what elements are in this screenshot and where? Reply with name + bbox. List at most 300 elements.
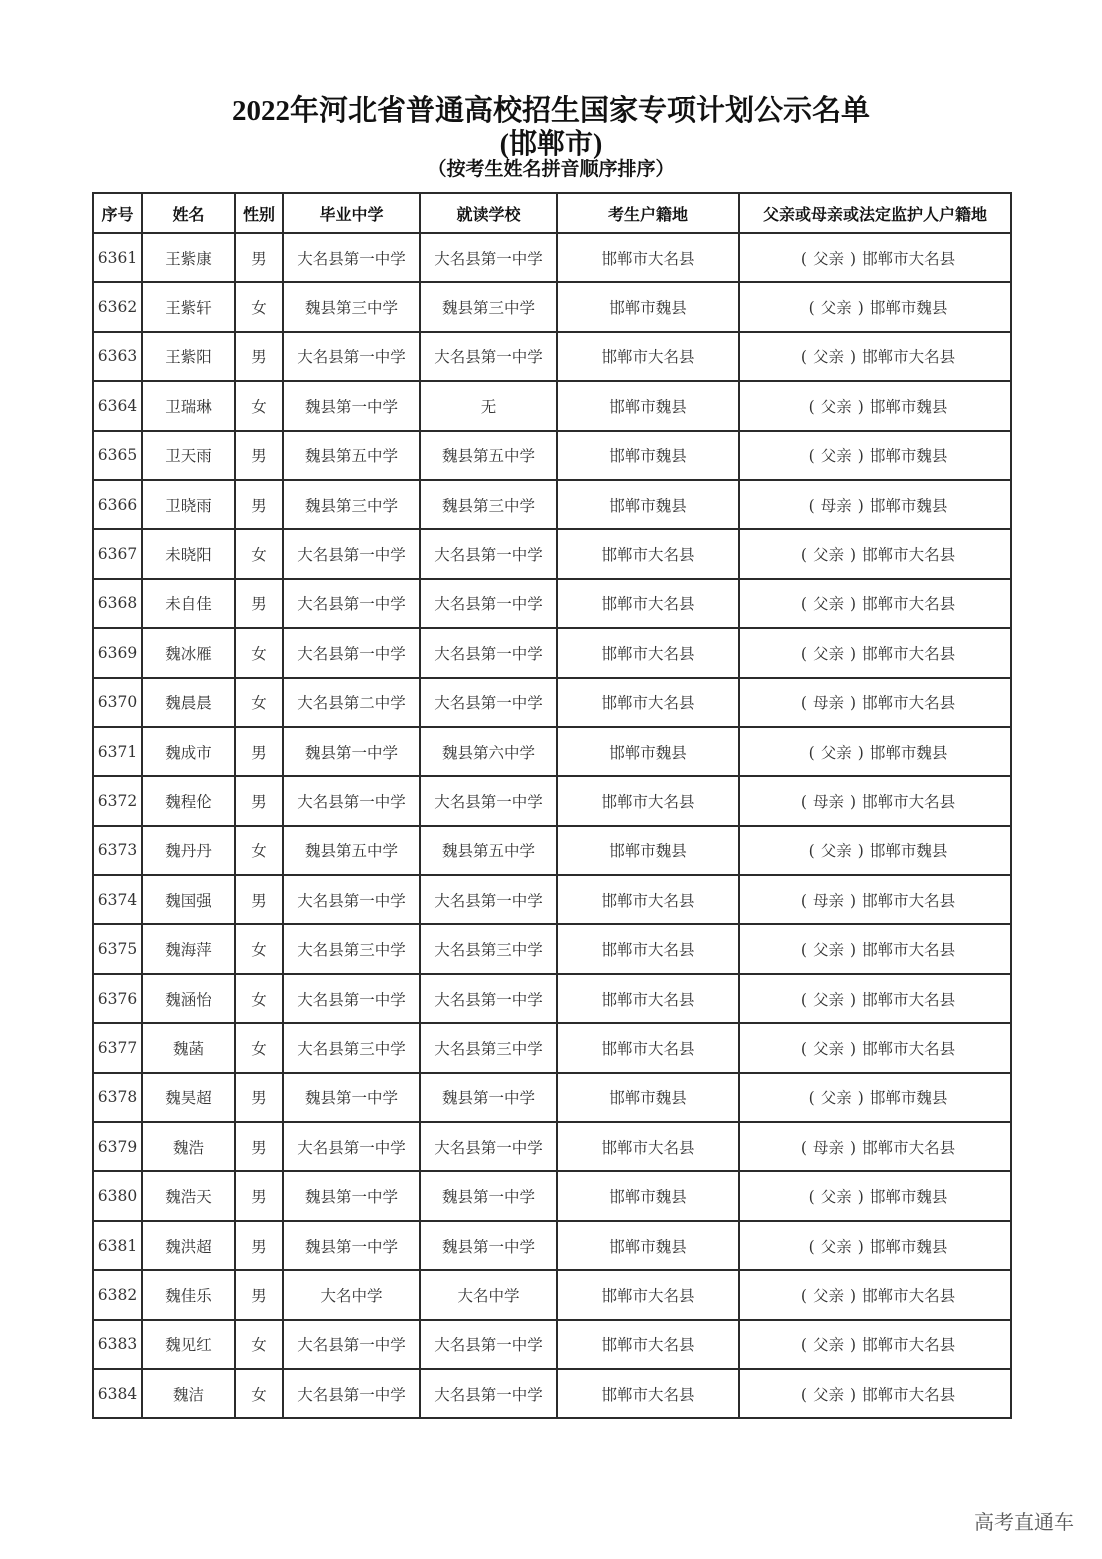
- guardian-hukou: 邯郸市大名县: [862, 1138, 956, 1157]
- header-guardian-hukou: 父亲或母亲或法定监护人户籍地: [739, 193, 1011, 233]
- guardian-relation: 父亲: [812, 1385, 844, 1404]
- cell-name: 魏冰雁: [142, 628, 235, 677]
- watermark: 高考直通车: [974, 1510, 1074, 1534]
- guardian-hukou: 邯郸市大名县: [862, 941, 956, 960]
- open-paren: (: [800, 1138, 807, 1157]
- cell-hukou: 邯郸市大名县: [557, 233, 739, 282]
- cell-hukou: 邯郸市大名县: [557, 776, 739, 825]
- cell-seq: 6369: [93, 628, 142, 677]
- cell-current-school: 大名县第一中学: [420, 1122, 557, 1171]
- header-grad-school: 毕业中学: [283, 193, 420, 233]
- cell-seq: 6364: [93, 381, 142, 430]
- cell-guardian-hukou: [739, 727, 1011, 776]
- cell-current-school: 魏县第三中学: [420, 282, 557, 331]
- cell-guardian-hukou: [739, 1171, 1011, 1220]
- cell-name: 魏晨晨: [142, 678, 235, 727]
- cell-current-school: 大名县第一中学: [420, 628, 557, 677]
- cell-seq: 6377: [93, 1023, 142, 1072]
- cell-current-school: 大名县第一中学: [420, 875, 557, 924]
- guardian-hukou: 邯郸市魏县: [869, 842, 948, 861]
- cell-gender: 女: [235, 1023, 283, 1072]
- guardian-hukou: 邯郸市大名县: [862, 694, 956, 713]
- cell-hukou: 邯郸市大名县: [557, 924, 739, 973]
- open-paren: (: [808, 1188, 815, 1207]
- cell-guardian-hukou: [739, 826, 1011, 875]
- header-gender: 性别: [235, 193, 283, 233]
- open-paren: (: [808, 299, 815, 318]
- cell-guardian-hukou: [739, 1320, 1011, 1369]
- guardian-hukou: 邯郸市大名县: [862, 990, 956, 1009]
- table-row: [93, 875, 1011, 924]
- cell-name: 卫瑞琳: [142, 381, 235, 430]
- cell-name: 卫天雨: [142, 431, 235, 480]
- cell-hukou: 邯郸市魏县: [557, 826, 739, 875]
- cell-hukou: 邯郸市大名县: [557, 678, 739, 727]
- cell-guardian-hukou: [739, 282, 1011, 331]
- cell-current-school: 大名县第三中学: [420, 1023, 557, 1072]
- guardian-relation: 母亲: [812, 792, 844, 811]
- close-paren: ): [850, 595, 857, 614]
- cell-hukou: 邯郸市大名县: [557, 628, 739, 677]
- cell-guardian-hukou: [739, 974, 1011, 1023]
- open-paren: (: [800, 249, 807, 268]
- guardian-hukou: 邯郸市魏县: [869, 447, 948, 466]
- cell-guardian-hukou: [739, 776, 1011, 825]
- cell-hukou: 邯郸市魏县: [557, 431, 739, 480]
- open-paren: (: [800, 348, 807, 367]
- cell-guardian-hukou: [739, 480, 1011, 529]
- close-paren: ): [850, 941, 857, 960]
- sort-note: （按考生姓名拼音顺序排序）: [427, 159, 675, 180]
- guardian-relation: 父亲: [820, 1188, 852, 1207]
- guardian-hukou: 邯郸市魏县: [869, 496, 948, 515]
- cell-grad-school: 大名县第一中学: [283, 1369, 420, 1418]
- cell-guardian-hukou: [739, 332, 1011, 381]
- cell-seq: 6361: [93, 233, 142, 282]
- guardian-hukou: 邯郸市大名县: [862, 1385, 956, 1404]
- cell-name: 未自佳: [142, 579, 235, 628]
- cell-guardian-hukou: [739, 1270, 1011, 1319]
- guardian-relation: 母亲: [812, 891, 844, 910]
- cell-seq: 6367: [93, 529, 142, 578]
- header-name: 姓名: [142, 193, 235, 233]
- guardian-relation: 父亲: [812, 990, 844, 1009]
- open-paren: (: [800, 644, 807, 663]
- guardian-relation: 父亲: [812, 595, 844, 614]
- cell-guardian-hukou: [739, 529, 1011, 578]
- guardian-relation: 父亲: [812, 546, 844, 565]
- cell-name: 魏涵怡: [142, 974, 235, 1023]
- table-row: [93, 1023, 1011, 1072]
- table-row: [93, 974, 1011, 1023]
- cell-grad-school: 魏县第一中学: [283, 1221, 420, 1270]
- table-row: [93, 1369, 1011, 1418]
- guardian-relation: 母亲: [812, 694, 844, 713]
- table-row: [93, 1073, 1011, 1122]
- cell-grad-school: 大名县第一中学: [283, 529, 420, 578]
- table-row: [93, 776, 1011, 825]
- header-hukou: 考生户籍地: [557, 193, 739, 233]
- cell-guardian-hukou: [739, 1221, 1011, 1270]
- table-row: [93, 1320, 1011, 1369]
- guardian-hukou: 邯郸市大名县: [862, 249, 956, 268]
- cell-hukou: 邯郸市魏县: [557, 727, 739, 776]
- cell-name: 魏国强: [142, 875, 235, 924]
- guardian-relation: 父亲: [812, 941, 844, 960]
- document-title: 2022年河北省普通高校招生国家专项计划公示名单: [231, 95, 870, 127]
- cell-hukou: 邯郸市大名县: [557, 875, 739, 924]
- close-paren: ): [850, 1138, 857, 1157]
- close-paren: ): [857, 397, 864, 416]
- open-paren: (: [808, 496, 815, 515]
- open-paren: (: [808, 1237, 815, 1256]
- cell-gender: 男: [235, 1073, 283, 1122]
- cell-hukou: 邯郸市大名县: [557, 1023, 739, 1072]
- cell-seq: 6380: [93, 1171, 142, 1220]
- cell-gender: 女: [235, 924, 283, 973]
- cell-gender: 女: [235, 381, 283, 430]
- close-paren: ): [857, 743, 864, 762]
- cell-hukou: 邯郸市大名县: [557, 332, 739, 381]
- cell-gender: 男: [235, 875, 283, 924]
- cell-hukou: 邯郸市魏县: [557, 1221, 739, 1270]
- guardian-hukou: 邯郸市魏县: [869, 1237, 948, 1256]
- cell-guardian-hukou: [739, 431, 1011, 480]
- cell-name: 魏浩: [142, 1122, 235, 1171]
- open-paren: (: [800, 1039, 807, 1058]
- header-seq: 序号: [93, 193, 142, 233]
- open-paren: (: [800, 990, 807, 1009]
- cell-name: 魏洪超: [142, 1221, 235, 1270]
- close-paren: ): [850, 546, 857, 565]
- close-paren: ): [850, 249, 857, 268]
- admission-roster-table: [92, 192, 1012, 1419]
- cell-seq: 6370: [93, 678, 142, 727]
- guardian-relation: 父亲: [820, 397, 852, 416]
- guardian-hukou: 邯郸市大名县: [862, 1039, 956, 1058]
- guardian-relation: 父亲: [820, 1089, 852, 1108]
- guardian-relation: 父亲: [812, 249, 844, 268]
- close-paren: ): [857, 1188, 864, 1207]
- cell-gender: 男: [235, 1270, 283, 1319]
- table-row: [93, 480, 1011, 529]
- cell-gender: 女: [235, 628, 283, 677]
- cell-gender: 女: [235, 678, 283, 727]
- cell-guardian-hukou: [739, 678, 1011, 727]
- table-row: [93, 1270, 1011, 1319]
- cell-current-school: 魏县第五中学: [420, 431, 557, 480]
- cell-hukou: 邯郸市大名县: [557, 974, 739, 1023]
- cell-gender: 女: [235, 529, 283, 578]
- table-row: [93, 1122, 1011, 1171]
- open-paren: (: [808, 842, 815, 861]
- cell-name: 王紫轩: [142, 282, 235, 331]
- guardian-hukou: 邯郸市魏县: [869, 743, 948, 762]
- close-paren: ): [857, 1089, 864, 1108]
- cell-seq: 6378: [93, 1073, 142, 1122]
- cell-name: 王紫康: [142, 233, 235, 282]
- cell-hukou: 邯郸市大名县: [557, 579, 739, 628]
- open-paren: (: [800, 1385, 807, 1404]
- cell-hukou: 邯郸市大名县: [557, 1122, 739, 1171]
- close-paren: ): [857, 1237, 864, 1256]
- open-paren: (: [800, 694, 807, 713]
- table-header-row: [93, 193, 1011, 233]
- close-paren: ): [850, 348, 857, 367]
- cell-grad-school: 大名县第一中学: [283, 1122, 420, 1171]
- cell-grad-school: 大名县第一中学: [283, 579, 420, 628]
- cell-name: 王紫阳: [142, 332, 235, 381]
- cell-guardian-hukou: [739, 875, 1011, 924]
- cell-gender: 女: [235, 1369, 283, 1418]
- open-paren: (: [800, 1336, 807, 1355]
- table-row: [93, 431, 1011, 480]
- guardian-relation: 父亲: [812, 1336, 844, 1355]
- guardian-hukou: 邯郸市大名县: [862, 644, 956, 663]
- guardian-relation: 父亲: [812, 1039, 844, 1058]
- cell-current-school: 大名县第三中学: [420, 924, 557, 973]
- guardian-relation: 父亲: [812, 348, 844, 367]
- cell-grad-school: 魏县第三中学: [283, 282, 420, 331]
- guardian-hukou: 邯郸市大名县: [862, 348, 956, 367]
- cell-seq: 6363: [93, 332, 142, 381]
- cell-current-school: 大名中学: [420, 1270, 557, 1319]
- cell-hukou: 邯郸市魏县: [557, 480, 739, 529]
- cell-current-school: 大名县第一中学: [420, 974, 557, 1023]
- cell-gender: 男: [235, 480, 283, 529]
- guardian-hukou: 邯郸市大名县: [862, 595, 956, 614]
- cell-current-school: 魏县第三中学: [420, 480, 557, 529]
- table-row: [93, 924, 1011, 973]
- open-paren: (: [800, 1286, 807, 1305]
- guardian-hukou: 邯郸市大名县: [862, 1336, 956, 1355]
- guardian-hukou: 邯郸市魏县: [869, 1089, 948, 1108]
- close-paren: ): [857, 447, 864, 466]
- open-paren: (: [800, 595, 807, 614]
- open-paren: (: [808, 397, 815, 416]
- table-row: [93, 332, 1011, 381]
- cell-gender: 男: [235, 1171, 283, 1220]
- cell-hukou: 邯郸市魏县: [557, 282, 739, 331]
- cell-grad-school: 魏县第一中学: [283, 1073, 420, 1122]
- cell-current-school: 大名县第一中学: [420, 678, 557, 727]
- close-paren: ): [850, 990, 857, 1009]
- cell-current-school: 大名县第一中学: [420, 1369, 557, 1418]
- cell-seq: 6384: [93, 1369, 142, 1418]
- cell-gender: 男: [235, 776, 283, 825]
- cell-grad-school: 大名县第一中学: [283, 776, 420, 825]
- cell-grad-school: 魏县第一中学: [283, 727, 420, 776]
- cell-gender: 女: [235, 826, 283, 875]
- close-paren: ): [850, 644, 857, 663]
- close-paren: ): [857, 842, 864, 861]
- open-paren: (: [808, 447, 815, 466]
- cell-seq: 6366: [93, 480, 142, 529]
- cell-grad-school: 大名县第一中学: [283, 233, 420, 282]
- cell-current-school: 魏县第五中学: [420, 826, 557, 875]
- cell-name: 魏成市: [142, 727, 235, 776]
- cell-grad-school: 大名县第一中学: [283, 628, 420, 677]
- guardian-hukou: 邯郸市大名县: [862, 891, 956, 910]
- cell-grad-school: 大名县第三中学: [283, 1023, 420, 1072]
- cell-name: 魏海萍: [142, 924, 235, 973]
- close-paren: ): [850, 1385, 857, 1404]
- table-row: [93, 1171, 1011, 1220]
- cell-guardian-hukou: [739, 1073, 1011, 1122]
- close-paren: ): [850, 1336, 857, 1355]
- guardian-hukou: 邯郸市大名县: [862, 792, 956, 811]
- cell-grad-school: 大名县第二中学: [283, 678, 420, 727]
- guardian-relation: 父亲: [812, 644, 844, 663]
- cell-current-school: 魏县第一中学: [420, 1073, 557, 1122]
- cell-gender: 男: [235, 1122, 283, 1171]
- cell-seq: 6374: [93, 875, 142, 924]
- table-row: [93, 727, 1011, 776]
- close-paren: ): [850, 792, 857, 811]
- cell-name: 未晓阳: [142, 529, 235, 578]
- table-row: [93, 579, 1011, 628]
- cell-current-school: 无: [420, 381, 557, 430]
- guardian-relation: 父亲: [820, 299, 852, 318]
- cell-grad-school: 魏县第三中学: [283, 480, 420, 529]
- table-row: [93, 678, 1011, 727]
- cell-seq: 6372: [93, 776, 142, 825]
- cell-name: 魏佳乐: [142, 1270, 235, 1319]
- cell-guardian-hukou: [739, 381, 1011, 430]
- cell-hukou: 邯郸市大名县: [557, 1369, 739, 1418]
- guardian-hukou: 邯郸市魏县: [869, 397, 948, 416]
- cell-grad-school: 魏县第一中学: [283, 1171, 420, 1220]
- cell-gender: 男: [235, 1221, 283, 1270]
- cell-gender: 女: [235, 974, 283, 1023]
- cell-grad-school: 魏县第一中学: [283, 381, 420, 430]
- cell-seq: 6379: [93, 1122, 142, 1171]
- guardian-hukou: 邯郸市魏县: [869, 299, 948, 318]
- cell-current-school: 大名县第一中学: [420, 776, 557, 825]
- cell-guardian-hukou: [739, 579, 1011, 628]
- cell-current-school: 大名县第一中学: [420, 529, 557, 578]
- cell-seq: 6375: [93, 924, 142, 973]
- cell-grad-school: 大名县第一中学: [283, 1320, 420, 1369]
- cell-name: 魏菡: [142, 1023, 235, 1072]
- cell-name: 魏昊超: [142, 1073, 235, 1122]
- cell-hukou: 邯郸市魏县: [557, 1073, 739, 1122]
- cell-guardian-hukou: [739, 924, 1011, 973]
- close-paren: ): [850, 1039, 857, 1058]
- cell-grad-school: 大名中学: [283, 1270, 420, 1319]
- cell-grad-school: 魏县第五中学: [283, 826, 420, 875]
- cell-name: 魏程伦: [142, 776, 235, 825]
- close-paren: ): [857, 496, 864, 515]
- guardian-relation: 父亲: [812, 1286, 844, 1305]
- cell-seq: 6371: [93, 727, 142, 776]
- cell-guardian-hukou: [739, 1122, 1011, 1171]
- cell-hukou: 邯郸市魏县: [557, 381, 739, 430]
- table-row: [93, 529, 1011, 578]
- table-row: [93, 826, 1011, 875]
- cell-gender: 男: [235, 579, 283, 628]
- open-paren: (: [808, 743, 815, 762]
- cell-seq: 6365: [93, 431, 142, 480]
- cell-hukou: 邯郸市大名县: [557, 1320, 739, 1369]
- cell-hukou: 邯郸市魏县: [557, 1171, 739, 1220]
- cell-grad-school: 大名县第一中学: [283, 332, 420, 381]
- guardian-hukou: 邯郸市大名县: [862, 1286, 956, 1305]
- header-current-school: 就读学校: [420, 193, 557, 233]
- cell-grad-school: 大名县第一中学: [283, 875, 420, 924]
- guardian-relation: 父亲: [820, 1237, 852, 1256]
- cell-name: 魏见红: [142, 1320, 235, 1369]
- table-row: [93, 282, 1011, 331]
- cell-grad-school: 大名县第三中学: [283, 924, 420, 973]
- cell-hukou: 邯郸市大名县: [557, 1270, 739, 1319]
- cell-gender: 男: [235, 727, 283, 776]
- cell-hukou: 邯郸市大名县: [557, 529, 739, 578]
- close-paren: ): [857, 299, 864, 318]
- cell-guardian-hukou: [739, 1369, 1011, 1418]
- cell-name: 魏丹丹: [142, 826, 235, 875]
- cell-current-school: 魏县第六中学: [420, 727, 557, 776]
- close-paren: ): [850, 694, 857, 713]
- cell-seq: 6376: [93, 974, 142, 1023]
- cell-seq: 6381: [93, 1221, 142, 1270]
- cell-seq: 6382: [93, 1270, 142, 1319]
- table-row: [93, 381, 1011, 430]
- table-row: [93, 1221, 1011, 1270]
- table-row: [93, 628, 1011, 677]
- cell-gender: 男: [235, 233, 283, 282]
- cell-seq: 6368: [93, 579, 142, 628]
- open-paren: (: [800, 891, 807, 910]
- open-paren: (: [808, 1089, 815, 1108]
- guardian-relation: 母亲: [812, 1138, 844, 1157]
- cell-grad-school: 大名县第一中学: [283, 974, 420, 1023]
- table-body: [93, 233, 1011, 1418]
- cell-guardian-hukou: [739, 628, 1011, 677]
- city-subtitle: (邯郸市): [499, 129, 603, 160]
- close-paren: ): [850, 891, 857, 910]
- cell-grad-school: 魏县第五中学: [283, 431, 420, 480]
- guardian-hukou: 邯郸市魏县: [869, 1188, 948, 1207]
- guardian-relation: 父亲: [820, 842, 852, 861]
- table-row: [93, 233, 1011, 282]
- cell-current-school: 大名县第一中学: [420, 233, 557, 282]
- cell-seq: 6373: [93, 826, 142, 875]
- cell-gender: 女: [235, 282, 283, 331]
- cell-guardian-hukou: [739, 233, 1011, 282]
- cell-seq: 6383: [93, 1320, 142, 1369]
- cell-name: 魏浩天: [142, 1171, 235, 1220]
- cell-current-school: 大名县第一中学: [420, 1320, 557, 1369]
- open-paren: (: [800, 792, 807, 811]
- open-paren: (: [800, 941, 807, 960]
- cell-current-school: 魏县第一中学: [420, 1171, 557, 1220]
- guardian-relation: 父亲: [820, 447, 852, 466]
- cell-gender: 男: [235, 431, 283, 480]
- cell-gender: 男: [235, 332, 283, 381]
- close-paren: ): [850, 1286, 857, 1305]
- cell-seq: 6362: [93, 282, 142, 331]
- guardian-relation: 父亲: [820, 743, 852, 762]
- guardian-relation: 母亲: [820, 496, 852, 515]
- cell-current-school: 大名县第一中学: [420, 579, 557, 628]
- guardian-hukou: 邯郸市大名县: [862, 546, 956, 565]
- cell-name: 魏洁: [142, 1369, 235, 1418]
- cell-name: 卫晓雨: [142, 480, 235, 529]
- open-paren: (: [800, 546, 807, 565]
- cell-current-school: 魏县第一中学: [420, 1221, 557, 1270]
- cell-gender: 女: [235, 1320, 283, 1369]
